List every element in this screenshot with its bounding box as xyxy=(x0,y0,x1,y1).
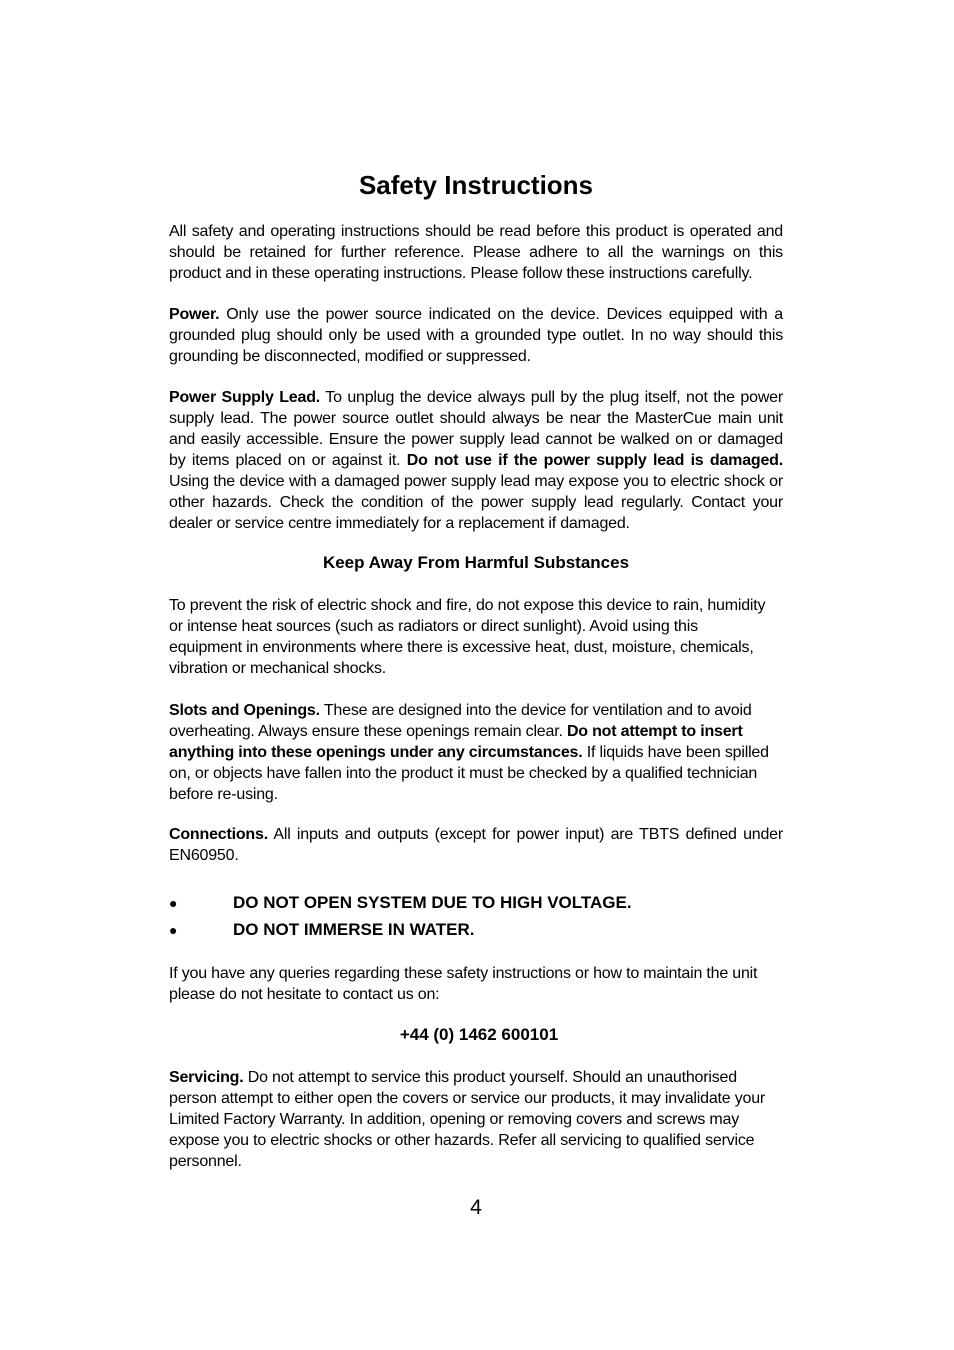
bullet-icon: ● xyxy=(169,922,178,938)
contact-phone-number: +44 (0) 1462 600101 xyxy=(399,1025,559,1044)
power-supply-lead-heading: Power Supply Lead. xyxy=(169,389,321,406)
power-paragraph xyxy=(169,304,783,367)
warning-item xyxy=(169,919,783,941)
servicing-paragraph xyxy=(169,1067,775,1172)
page-title: Safety Instructions xyxy=(358,170,594,200)
power-heading: Power. xyxy=(169,306,220,323)
power-text: Only use the power source indicated on the device. Devices equipped with a grounded plug should only be used with a grounded type outlet. In no way should this grounding be disconnected, modified or suppressed. xyxy=(169,306,783,365)
servicing-text: Do not attempt to service this product yourself. Should an unauthorised person attempt to either open the covers or service our products, it may invalidate your Limited Factory Warranty. In addition, opening or removing covers and screws may expose you to electric shocks or other hazards. Refer all servicing to qualified service personnel. xyxy=(169,1069,766,1170)
slots-text-2: If liquids have been spilled on, or objects have fallen into the product it must be checked by a qualified technician before re-using. xyxy=(169,744,769,803)
connections-heading: Connections. xyxy=(169,826,268,843)
power-supply-lead-warning: Do not use if the power supply lead is damaged. xyxy=(406,452,783,469)
power-supply-lead-text-2: Using the device with a damaged power supply lead may expose you to electric shock or other hazards. Check the condition of the power supply lead regularly. Contact your dealer or service centre immediately for a replacement if damaged. xyxy=(169,473,783,532)
servicing-heading: Servicing. xyxy=(169,1069,244,1086)
intro-paragraph: All safety and operating instructions should be read before this product is operated and should be retained for further reference. Please adhere to all the warnings on this product and in these operating instructions. Please follow these instructions carefully. xyxy=(169,223,783,282)
queries-paragraph: If you have any queries regarding these safety instructions or how to maintain the unit please do not hesitate to contact us on: xyxy=(169,965,758,1003)
power-supply-lead-paragraph xyxy=(169,387,783,534)
connections-text: All inputs and outputs (except for power input) are TBTS defined under EN60950. xyxy=(169,826,783,864)
harmful-substances-paragraph: To prevent the risk of electric shock and fire, do not expose this device to rain, humidity or intense heat sources (such as radiators or direct sunlight). Avoid using this equipment in environments where there is excessive heat, dust, moisture, chemicals, vibration or mechanical shocks. xyxy=(169,597,766,677)
connections-paragraph xyxy=(169,824,783,866)
slots-warning: Do not attempt to insert anything into these openings under any circumstances. xyxy=(169,723,743,761)
slots-text-1: These are designed into the device for ventilation and to avoid overheating. Always ensure these openings remain clear. xyxy=(169,702,752,740)
bullet-icon: ● xyxy=(169,895,178,911)
power-supply-lead-text-1: To unplug the device always pull by the plug itself, not the power supply lead. The power source outlet should always be near the MasterCue main unit and easily accessible. Ensure the power supply lead cannot be walked on or damaged by items placed on or against it. xyxy=(169,389,783,469)
slots-paragraph xyxy=(169,700,775,805)
harmful-substances-heading: Keep Away From Harmful Substances xyxy=(322,553,630,572)
slots-heading: Slots and Openings. xyxy=(169,702,320,719)
page-number: 4 xyxy=(470,1196,482,1219)
warning-text: DO NOT IMMERSE IN WATER. xyxy=(233,920,475,939)
warning-text: DO NOT OPEN SYSTEM DUE TO HIGH VOLTAGE. xyxy=(233,893,632,912)
warning-item xyxy=(169,892,783,914)
